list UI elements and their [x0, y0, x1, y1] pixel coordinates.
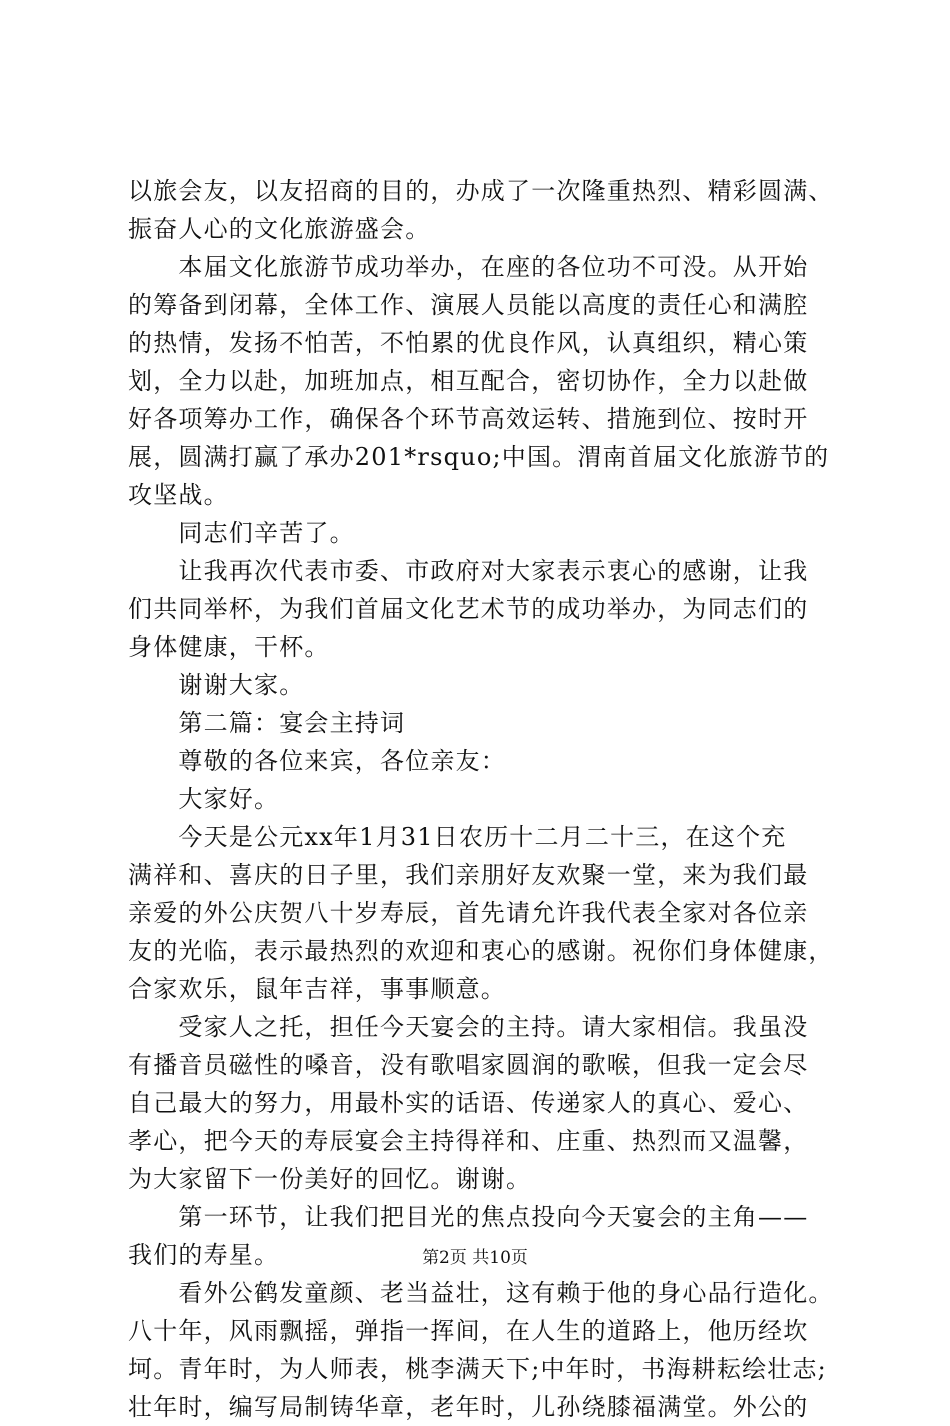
text-line: 八十年，风雨飘摇，弹指一挥间，在人生的道路上，他历经坎	[128, 1317, 809, 1345]
text-line: 展，圆满打赢了承办201*rsquo;中国。渭南首届文化旅游节的	[128, 443, 830, 471]
text-line: 让我再次代表市委、市政府对大家表示衷心的感谢，让我	[128, 557, 809, 585]
text-line: 们共同举杯，为我们首届文化艺术节的成功举办，为同志们的	[128, 595, 809, 623]
text-line: 谢谢大家。	[128, 671, 305, 699]
text-line: 身体健康，干杯。	[128, 633, 330, 661]
text-line: 今天是公元xx年1月31日农历十二月二十三，在这个充	[128, 823, 787, 851]
text-line: 有播音员磁性的嗓音，没有歌唱家圆润的歌喉，但我一定会尽	[128, 1051, 809, 1079]
text-line: 划，全力以赴，加班加点，相互配合，密切协作，全力以赴做	[128, 367, 809, 395]
text-line: 为大家留下一份美好的回忆。谢谢。	[128, 1165, 532, 1193]
text-line: 的热情，发扬不怕苦，不怕累的优良作风，认真组织，精心策	[128, 329, 809, 357]
text-line: 自己最大的努力，用最朴实的话语、传递家人的真心、爱心、	[128, 1089, 809, 1117]
text-line: 的筹备到闭幕，全体工作、演展人员能以高度的责任心和满腔	[128, 291, 809, 319]
text-line: 我们的寿星。	[128, 1241, 280, 1269]
section-heading: 第二篇：宴会主持词	[128, 709, 406, 737]
text-line: 同志们辛苦了。	[128, 519, 355, 547]
text-line: 壮年时，编写局制铸华章，老年时，儿孙绕膝福满堂。外公的	[128, 1393, 809, 1421]
document-body	[128, 172, 863, 1426]
text-line: 坷。青年时，为人师表，桃李满天下;中年时，书海耕耘绘壮志;	[128, 1355, 827, 1383]
text-line: 满祥和、喜庆的日子里，我们亲朋好友欢聚一堂，来为我们最	[128, 861, 809, 889]
page-number-footer: 第2页 共10页	[422, 1248, 528, 1268]
text-line: 尊敬的各位来宾，各位亲友：	[128, 747, 506, 775]
text-line: 振奋人心的文化旅游盛会。	[128, 215, 431, 243]
text-line: 以旅会友，以友招商的目的，办成了一次隆重热烈、精彩圆满、	[128, 177, 834, 205]
text-line: 孝心，把今天的寿辰宴会主持得祥和、庄重、热烈而又温馨，	[128, 1127, 809, 1155]
text-line: 攻坚战。	[128, 481, 229, 509]
text-line: 受家人之托，担任今天宴会的主持。请大家相信。我虽没	[128, 1013, 809, 1041]
text-line: 本届文化旅游节成功举办，在座的各位功不可没。从开始	[128, 253, 809, 281]
text-line: 合家欢乐，鼠年吉祥，事事顺意。	[128, 975, 506, 1003]
text-line: 亲爱的外公庆贺八十岁寿辰，首先请允许我代表全家对各位亲	[128, 899, 809, 927]
text-line: 好各项筹办工作，确保各个环节高效运转、措施到位、按时开	[128, 405, 809, 433]
text-line: 看外公鹤发童颜、老当益壮，这有赖于他的身心品行造化。	[128, 1279, 834, 1307]
text-line: 大家好。	[128, 785, 280, 813]
text-line: 友的光临，表示最热烈的欢迎和衷心的感谢。祝你们身体健康，	[128, 937, 834, 965]
text-line: 第一环节，让我们把目光的焦点投向今天宴会的主角——	[128, 1203, 809, 1231]
